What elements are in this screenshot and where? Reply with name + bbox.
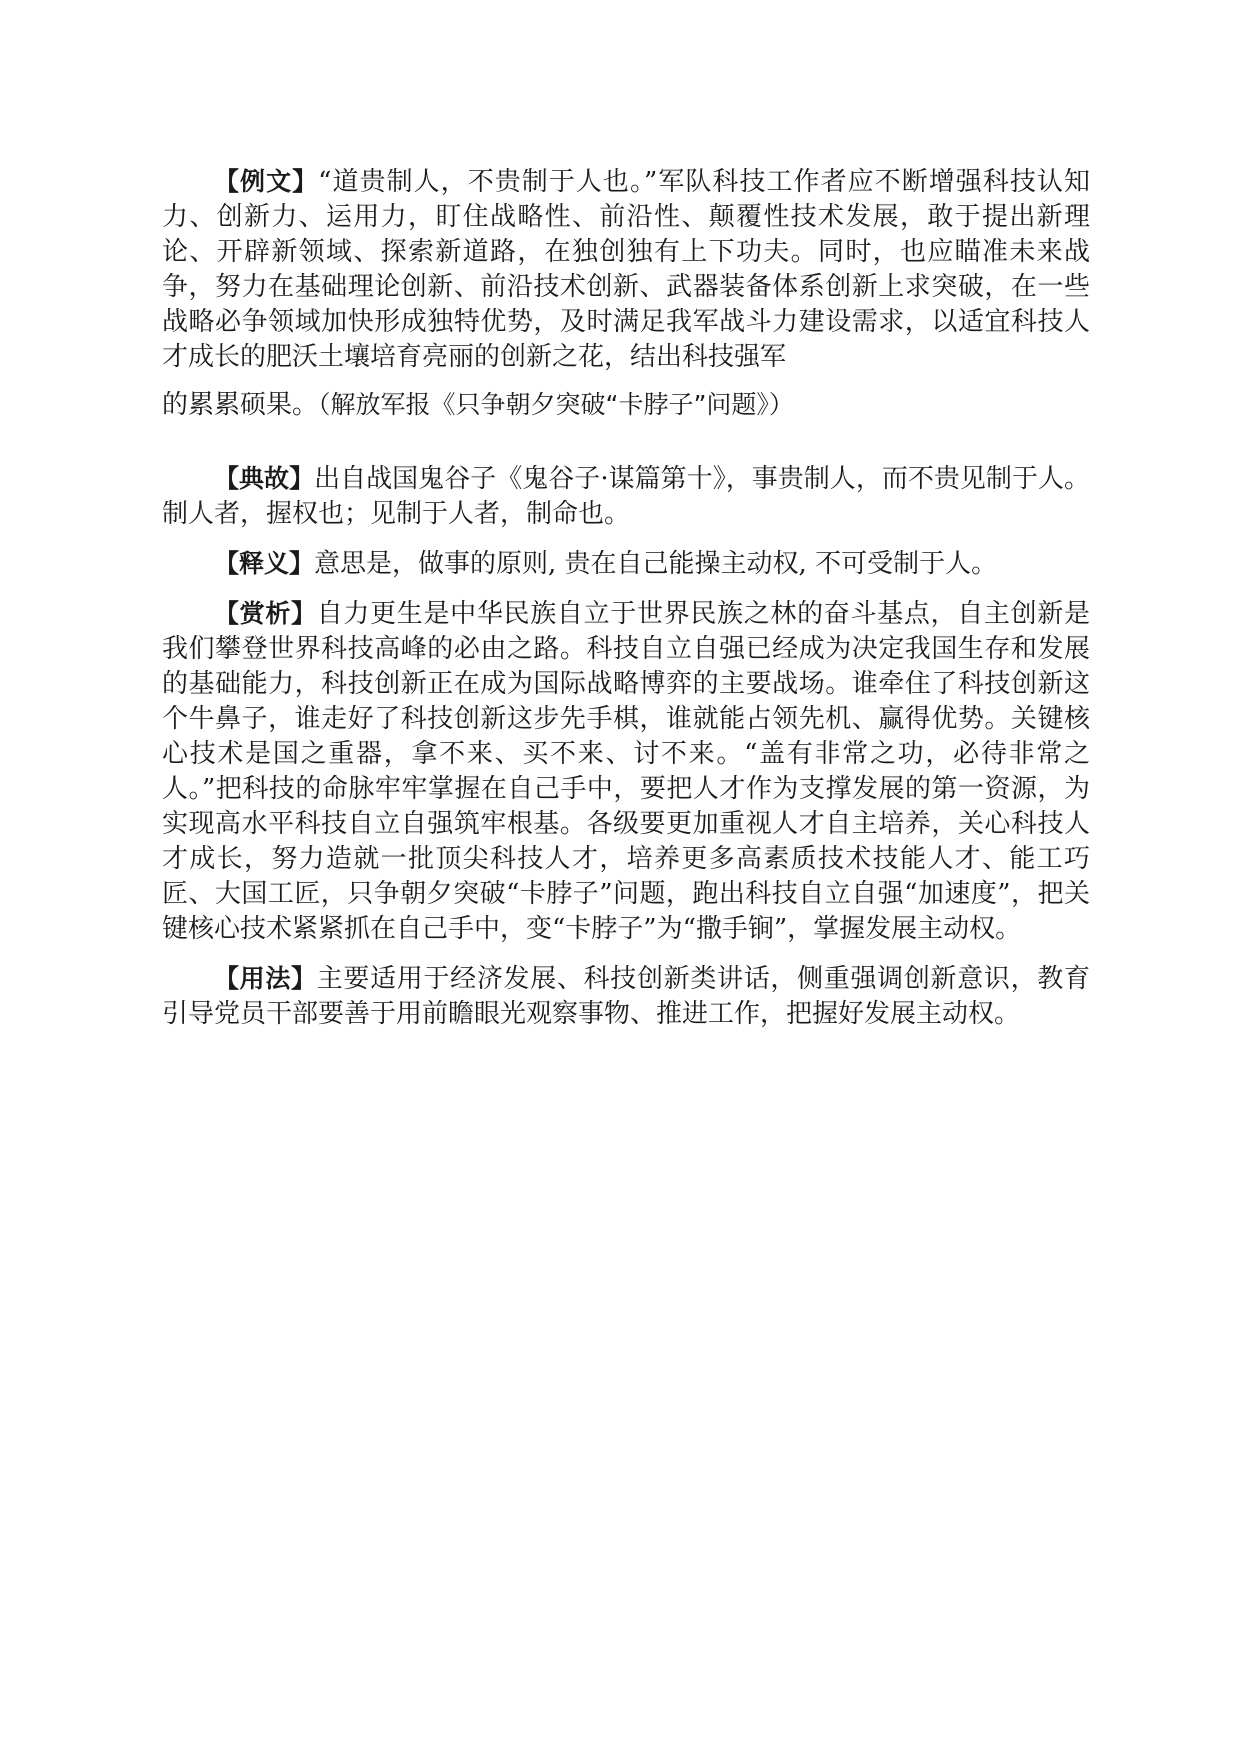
usage-text: 主要适用于经济发展、科技创新类讲话，侧重强调创新意识，教育引导党员干部要善于用前瞻眼光观察事物、推进工作，把握好发展主动权。 [162,964,1090,1029]
allusion-tag: 【典故】 [214,464,315,493]
example-paragraph [162,164,1090,423]
example-source: （解放军报《只争朝夕突破“卡脖子”问题》） [318,390,794,419]
example-tail: 的累累硕果。 [162,390,319,420]
document-body [162,164,1090,1032]
appreciation-paragraph [162,596,1090,947]
meaning-tag: 【释义】 [214,549,315,578]
example-source-line [162,387,1090,423]
usage-tag: 【用法】 [214,964,317,993]
usage-paragraph [162,961,1090,1032]
meaning-text: 意思是，做事的原则, 贵在自己能操主动权, 不可受制于人。 [314,549,998,579]
appreciation-tag: 【赏析】 [214,599,317,628]
allusion-paragraph [162,461,1090,532]
appreciation-text: 自力更生是中华民族自立于世界民族之林的奋斗基点，自主创新是我们攀登世界科技高峰的必由之路。科技自立自强已经成为决定我国生存和发展的基础能力，科技创新正在成为国际战略博弈的主要战场。谁牵住了科技创新这个牛鼻子，谁走好了科技创新这步先手棋，谁就能占领先机、赢得优势。关键核心技术是国之重器，拿不来、买不来、讨不来。“盖有非常之功，必待非常之人。”把科技的命脉牢牢掌握在自己手中，要把人才作为支撑发展的第一资源，为实现高水平科技自立自强筑牢根基。各级要更加重视人才自主培养，关心科技人才成长，努力造就一批顶尖科技人才，培养更多高素质技术技能人才、能工巧匠、大国工匠，只争朝夕突破“卡脖子”问题，跑出科技自立自强“加速度”，把关键核心技术紧紧抓在自己手中，变“卡脖子”为“撒手锏”，掌握发展主动权。 [162,599,1090,944]
example-text: “道贵制人，不贵制于人也。”军队科技工作者应不断增强科技认知力、创新力、运用力，盯住战略性、前沿性、颠覆性技术发展，敢于提出新理论、开辟新领域、探索新道路，在独创独有上下功夫。同时，也应瞄准未来战争，努力在基础理论创新、前沿技术创新、武器装备体系创新上求突破，在一些战略必争领域加快形成独特优势，及时满足我军战斗力建设需求，以适宜科技人才成长的肥沃土壤培育亮丽的创新之花，结出科技强军 [162,167,1090,372]
meaning-paragraph [162,546,1090,582]
example-tag: 【例文】 [214,167,319,196]
allusion-text: 出自战国鬼谷子《鬼谷子·谋篇第十》，事贵制人，而不贵见制于人。制人者，握权也；见制于人者，制命也。 [162,464,1090,529]
